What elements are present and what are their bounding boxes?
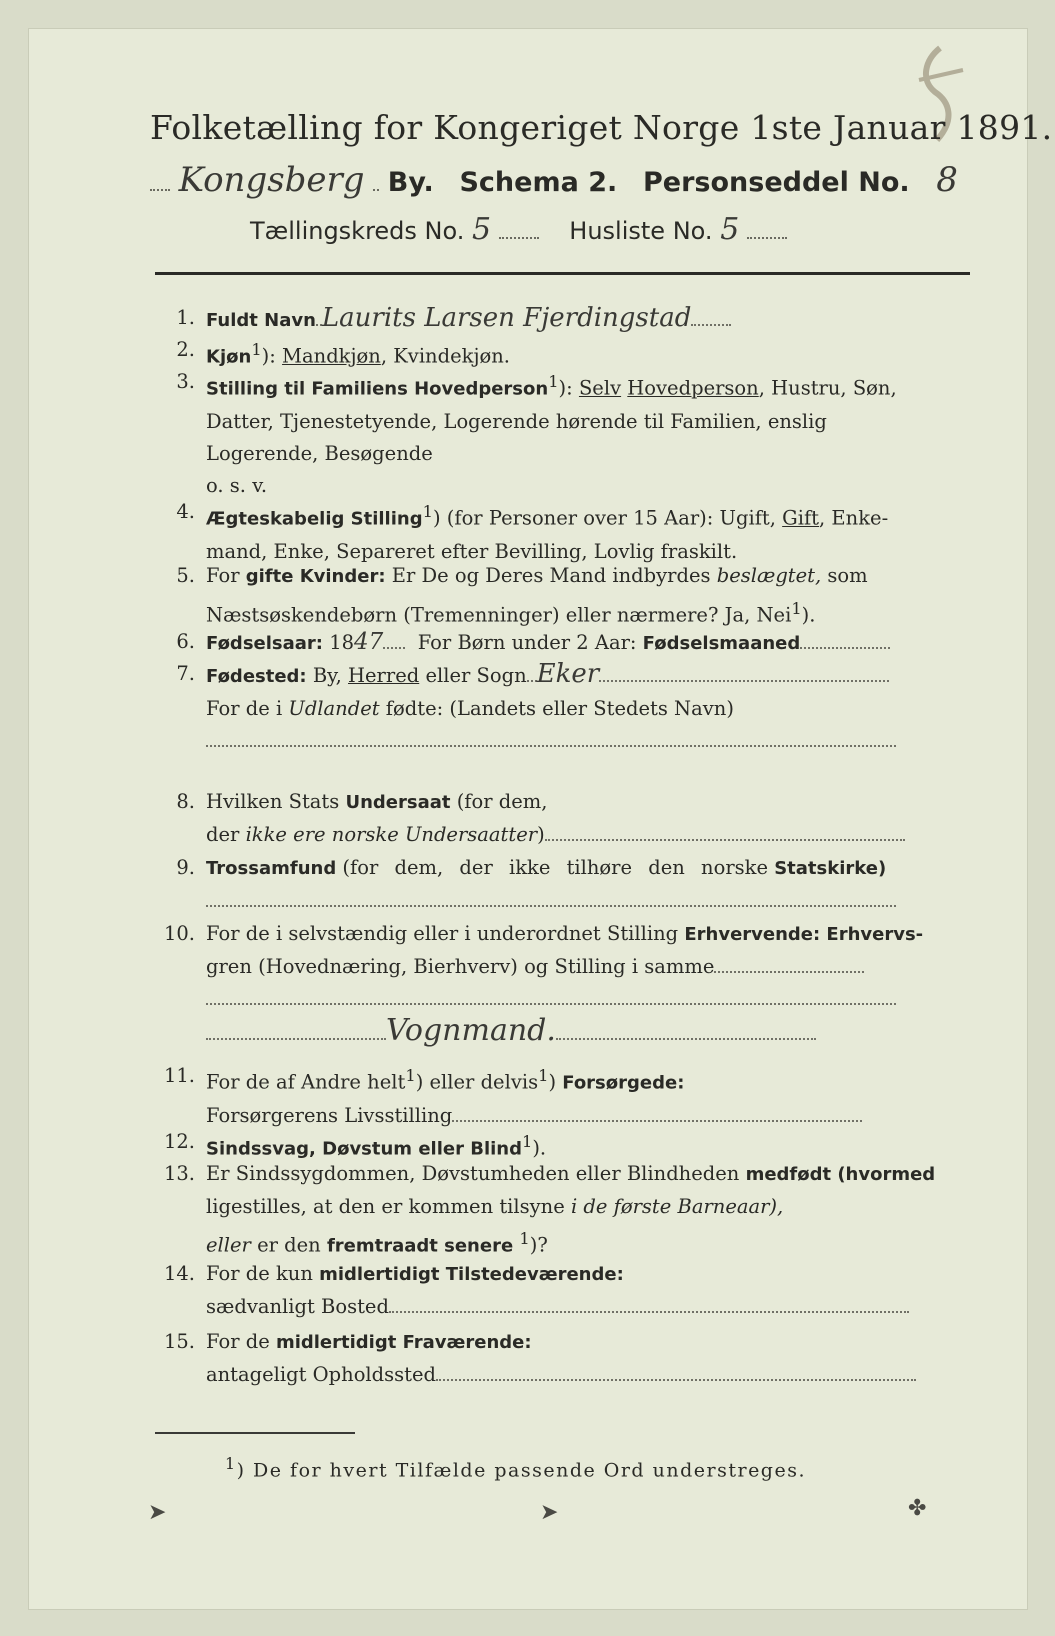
year-prefix: 18 — [329, 631, 355, 654]
field-text: ligestilles, at den er kommen tilsyne — [206, 1195, 565, 1218]
field-dependents — [150, 1060, 970, 1127]
field-label: Trossamfund — [206, 858, 337, 879]
field-text: fødte: (Landets eller Stedets Navn) — [385, 697, 734, 720]
field-temporary-present — [150, 1258, 970, 1322]
field-text: For de i selvstændig eller i underordnet Stilling — [206, 922, 679, 945]
taellingskreds-label: Tællingskreds No. — [250, 217, 465, 245]
birthplace-value: Eker — [536, 659, 600, 689]
item-number: 3. — [176, 370, 195, 393]
header-rule — [155, 272, 970, 275]
husliste-label: Husliste No. — [569, 217, 713, 245]
town-handwritten: Kongsberg — [178, 160, 365, 200]
field-text: mand, Enke, Separeret efter Bevilling, Lovlig fraskilt. — [206, 539, 738, 563]
field-text: ): — [261, 344, 276, 368]
field-text: ) (for Personer over 15 Aar): Ugift, — [432, 506, 776, 530]
field-text: For Børn under 2 Aar: — [417, 631, 637, 654]
field-text: gren (Hovednæring, Bierhverv) og Stilling i samme — [206, 955, 715, 978]
option-underlined: Mandkjøn — [282, 344, 381, 368]
item-number: 4. — [176, 500, 195, 523]
item-number: 7. — [176, 662, 195, 685]
footnote-ref: 1 — [422, 502, 433, 521]
field-disability-origin — [150, 1158, 970, 1258]
item-number: 1. — [176, 306, 195, 329]
footnote-ref: 1 — [521, 1132, 533, 1151]
field-text: Er De og Deres Mand indbyrdes — [391, 564, 711, 587]
margin-mark-icon: ➤ — [540, 1500, 559, 1525]
field-text: For de kun — [206, 1262, 313, 1285]
option-underlined: Gift — [782, 506, 820, 530]
field-text: By, — [312, 664, 342, 687]
field-label: Stilling til Familiens Hovedperson — [206, 378, 549, 400]
field-label: Undersaat — [345, 792, 451, 813]
field-label: Statskirke) — [774, 858, 887, 879]
footnote-ref: 1 — [251, 340, 262, 359]
field-text: ) eller delvis — [415, 1070, 539, 1094]
field-religion — [150, 852, 970, 916]
field-label: gifte Kvinder: — [245, 566, 386, 587]
field-text: Logerende, Besøgende — [206, 441, 433, 465]
field-text: For de af Andre helt — [206, 1070, 406, 1094]
field-text: (for dem, der ikke tilhøre den norske — [342, 856, 768, 879]
field-text: For de i — [206, 697, 283, 720]
field-label: Fødselsaar: — [206, 633, 323, 654]
field-label: Forsørgede: — [562, 1072, 685, 1094]
footnote-rule — [155, 1432, 355, 1434]
by-label: By. — [387, 167, 434, 198]
field-text: ) — [548, 1070, 557, 1094]
field-text: Hvilken Stats — [206, 790, 340, 813]
field-label: Fødselsmaaned — [642, 633, 801, 654]
footnote-text: ) De for hvert Tilfælde passende Ord understreges. — [236, 1459, 807, 1482]
margin-mark-icon: ➤ — [148, 1500, 167, 1525]
field-text: , Hustru, Søn, — [758, 376, 897, 400]
option-underlined: Herred — [348, 664, 420, 687]
field-text-italic: eller — [206, 1233, 251, 1257]
field-text-italic: ikke ere norske Undersaatter — [245, 823, 538, 846]
header-line-town — [150, 160, 990, 204]
field-text: ). — [801, 603, 816, 627]
option-text: , Kvindekjøn. — [380, 344, 511, 368]
field-text: (for dem, — [456, 790, 548, 813]
field-text: ): — [558, 376, 573, 400]
field-label: Fuldt Navn — [206, 310, 316, 331]
field-text: )? — [529, 1233, 548, 1257]
field-label: fremtraadt senere — [326, 1235, 514, 1257]
field-text: er den — [257, 1233, 321, 1257]
field-text: der — [206, 823, 240, 846]
field-text-italic: i de første Barneaar), — [570, 1195, 784, 1218]
field-text: eller Sogn — [425, 664, 527, 687]
footnote-ref: 1 — [548, 372, 559, 391]
field-text: antageligt Opholdssted — [206, 1363, 437, 1386]
personseddel-label: Personseddel No. — [643, 167, 910, 198]
footnote-ref: 1 — [405, 1066, 416, 1085]
occupation-value: Vognmand. — [386, 1013, 556, 1048]
field-married-women — [150, 560, 970, 627]
item-number: 6. — [176, 630, 195, 653]
item-number: 12. — [163, 1130, 195, 1153]
field-text: o. s. v. — [206, 473, 268, 497]
field-label: Erhvervende: — [684, 924, 821, 945]
field-text: For — [206, 564, 240, 587]
item-number: 9. — [176, 856, 195, 879]
item-number: 13. — [163, 1162, 195, 1185]
field-marital-status — [150, 496, 970, 563]
footnote — [225, 1454, 806, 1481]
field-text: Forsørgerens Livsstilling — [206, 1103, 453, 1127]
header-line-district — [250, 212, 890, 252]
option-underlined: Selv — [578, 376, 622, 400]
field-temporary-absent — [150, 1326, 970, 1390]
field-occupation — [150, 918, 970, 1048]
field-text: sædvanligt Bosted — [206, 1295, 389, 1318]
field-birthplace — [150, 658, 970, 758]
schema-label: Schema 2. — [459, 167, 618, 198]
item-number: 8. — [176, 790, 195, 813]
taellingskreds-number: 5 — [472, 212, 492, 247]
field-text: , Enke- — [819, 506, 889, 530]
form-title: Folketælling for Kongeriget Norge 1ste Januar 1891. — [150, 108, 1053, 147]
footnote-ref: 1 — [538, 1066, 549, 1085]
item-number: 10. — [163, 922, 195, 945]
field-label: Erhvervs- — [826, 924, 924, 945]
item-number: 14. — [163, 1262, 195, 1285]
field-label: (hvormed — [837, 1164, 936, 1185]
field-label: Fødested: — [206, 666, 307, 687]
item-number: 5. — [176, 564, 195, 587]
margin-mark-icon: ✤ — [908, 1496, 927, 1521]
field-label: midlertidigt Tilstedeværende: — [319, 1264, 624, 1285]
field-text: ). — [532, 1136, 547, 1160]
field-text: ) — [537, 823, 545, 846]
field-text: For de — [206, 1330, 270, 1353]
footnote-ref: 1 — [519, 1229, 530, 1248]
field-text: Er Sindssygdommen, Døvstumheden eller Blindheden — [206, 1162, 740, 1185]
footnote-mark: 1 — [225, 1454, 237, 1473]
full-name-value: Laurits Larsen Fjerdingstad — [321, 303, 692, 333]
item-number: 2. — [176, 338, 195, 361]
personseddel-number: 8 — [936, 160, 958, 200]
husliste-number: 5 — [720, 212, 740, 247]
item-number: 15. — [163, 1330, 195, 1353]
field-family-position — [150, 366, 970, 496]
field-text-italic: beslægtet, — [716, 564, 822, 587]
field-text: Næstsøskendebørn (Tremenninger) eller nærmere? Ja, Nei — [206, 603, 792, 627]
field-text: Datter, Tjenestetyende, Logerende hørende til Familien, enslig — [206, 409, 827, 433]
field-label: Kjøn — [206, 346, 252, 368]
birth-year-value: 47 — [354, 629, 384, 655]
field-text-italic: Udlandet — [288, 697, 380, 720]
footnote-ref: 1 — [791, 599, 802, 618]
field-citizenship — [150, 786, 970, 850]
field-label: Ægteskabelig Stilling — [206, 508, 423, 530]
field-text: som — [827, 564, 868, 587]
field-label: medfødt — [745, 1164, 832, 1185]
item-number: 11. — [163, 1064, 195, 1087]
field-label: Sindssvag, Døvstum eller Blind — [206, 1138, 522, 1160]
field-label: midlertidigt Fraværende: — [275, 1332, 532, 1353]
option-underlined: Hovedperson — [627, 376, 759, 400]
